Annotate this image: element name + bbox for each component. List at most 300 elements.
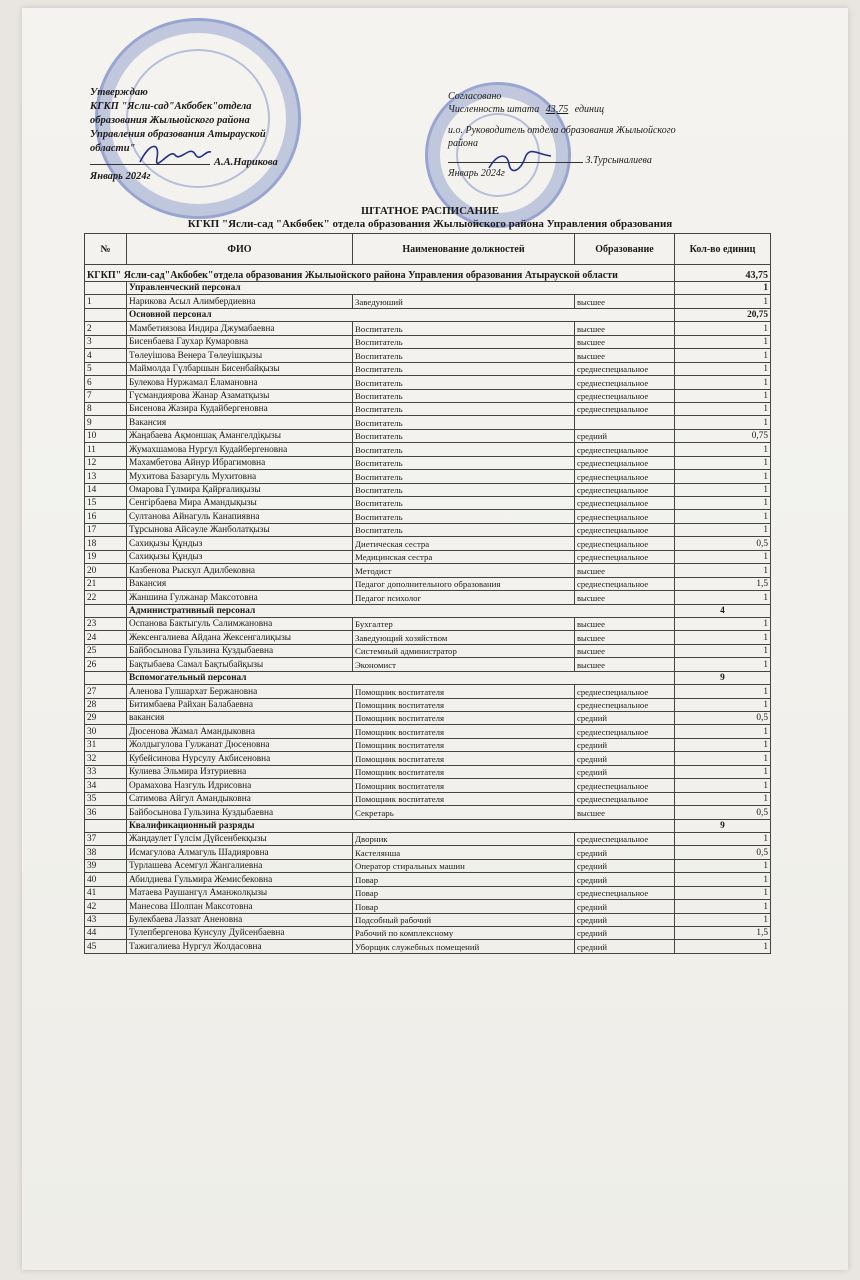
row-fio: Оспанова Бактыгуль Салимжановна	[127, 617, 353, 630]
row-fio: Аленова Гулшархат Бержановна	[127, 685, 353, 698]
row-position: Кастелянша	[353, 846, 575, 859]
row-number: 18	[85, 537, 127, 550]
row-education: высшее	[575, 658, 675, 671]
row-units: 1	[675, 738, 771, 751]
agreement-line-3: и.о. Руководитель отдела образования Жылыойского	[448, 125, 676, 136]
row-position: Секретарь	[353, 806, 575, 819]
row-position: Уборщик служебных помещений	[353, 940, 575, 953]
approval-line-3: образования Жылыойского района	[90, 115, 250, 126]
table-row	[85, 537, 771, 550]
row-units: 1	[675, 349, 771, 362]
row-number: 24	[85, 631, 127, 644]
header-num: №	[85, 234, 127, 265]
row-education: средний	[575, 940, 675, 953]
row-education: среднеспециальное	[575, 402, 675, 415]
row-units: 1	[675, 456, 771, 469]
row-number: 5	[85, 362, 127, 375]
title-sub: КГКП "Ясли-сад "Акбөбек" отдела образования Жылыойского района Управления образования	[187, 218, 673, 230]
table-row	[85, 846, 771, 859]
row-units: 1	[675, 779, 771, 792]
row-fio: Бақтыбаева Самал Бақтыбайқызы	[127, 658, 353, 671]
table-row	[85, 443, 771, 456]
row-fio: Нарикова Асыл Алимбердиевна	[127, 295, 353, 308]
row-fio: Маймолда Гүлбаршын Бисенбайқызы	[127, 362, 353, 375]
row-fio: Исмагулова Алмагуль Шадияровна	[127, 846, 353, 859]
row-fio: Тажигалиева Нургул Жолдасовна	[127, 940, 353, 953]
row-education: высшее	[575, 806, 675, 819]
row-education: высшее	[575, 322, 675, 335]
row-units: 1	[675, 523, 771, 536]
row-position: Помощник воспитателя	[353, 698, 575, 711]
row-education: высшее	[575, 335, 675, 348]
row-position: Воспитатель	[353, 443, 575, 456]
agreement-staff-unit: единиц	[574, 104, 604, 115]
table-row	[85, 429, 771, 442]
row-fio: Төлеуішова Венера Төлеуішқызы	[127, 349, 353, 362]
row-number: 19	[85, 550, 127, 563]
row-education: высшее	[575, 349, 675, 362]
row-number: 45	[85, 940, 127, 953]
row-position: Помощник воспитателя	[353, 712, 575, 725]
row-number: 41	[85, 886, 127, 899]
section-name: Административный персонал	[127, 604, 675, 617]
table-row	[85, 497, 771, 510]
agreement-date: Январь 2024г	[448, 168, 505, 179]
row-position: Воспитатель	[353, 349, 575, 362]
row-fio: Мухитова Базаргуль Мухитовна	[127, 470, 353, 483]
agreement-line-4: района	[448, 138, 478, 149]
row-position: Помощник воспитателя	[353, 779, 575, 792]
row-number: 12	[85, 456, 127, 469]
row-units: 1	[675, 658, 771, 671]
row-position: Повар	[353, 900, 575, 913]
row-fio: Омарова Гүлмира Қайрғалиқызы	[127, 483, 353, 496]
row-fio: Жолдыгулова Гулжанат Дюсеновна	[127, 738, 353, 751]
table-row	[85, 376, 771, 389]
row-position: Воспитатель	[353, 510, 575, 523]
row-fio: Сенгірбаева Мира Амандықызы	[127, 497, 353, 510]
section-name: Управленческий персонал	[127, 282, 675, 295]
section-total: 20,75	[675, 308, 771, 321]
row-position: Медицинская сестра	[353, 550, 575, 563]
row-position: Помощник воспитателя	[353, 725, 575, 738]
row-education: средний	[575, 429, 675, 442]
row-education: высшее	[575, 644, 675, 657]
table-row	[85, 792, 771, 805]
table-row	[85, 362, 771, 375]
row-units: 1	[675, 900, 771, 913]
row-education: среднеспециальное	[575, 685, 675, 698]
section-total: 9	[675, 671, 771, 684]
row-education: средний	[575, 752, 675, 765]
row-education	[575, 416, 675, 429]
document-title	[0, 205, 860, 231]
row-units: 1	[675, 402, 771, 415]
row-position: Воспитатель	[353, 362, 575, 375]
row-position: Рабочий по комплексному	[353, 927, 575, 940]
row-education: среднеспециальное	[575, 523, 675, 536]
row-number: 26	[85, 658, 127, 671]
row-education: среднеспециальное	[575, 443, 675, 456]
row-fio: Вакансия	[127, 577, 353, 590]
row-units: 1	[675, 564, 771, 577]
section-row	[85, 819, 771, 832]
row-position: Помощник воспитателя	[353, 685, 575, 698]
row-position: Помощник воспитателя	[353, 752, 575, 765]
row-number: 7	[85, 389, 127, 402]
row-number: 36	[85, 806, 127, 819]
row-fio: Жаншина Гулжанар Максотовна	[127, 591, 353, 604]
row-units: 1,5	[675, 927, 771, 940]
row-units: 1	[675, 832, 771, 845]
row-education: среднеспециальное	[575, 470, 675, 483]
section-row	[85, 671, 771, 684]
row-education: средний	[575, 846, 675, 859]
row-education: среднеспециальное	[575, 698, 675, 711]
row-fio: Битимбаева Райхан Балабаевна	[127, 698, 353, 711]
table-row	[85, 685, 771, 698]
row-number: 30	[85, 725, 127, 738]
row-position: Повар	[353, 886, 575, 899]
table-row	[85, 483, 771, 496]
row-number: 13	[85, 470, 127, 483]
table-row	[85, 389, 771, 402]
section-name: Основной персонал	[127, 308, 675, 321]
row-units: 1	[675, 873, 771, 886]
row-number: 11	[85, 443, 127, 456]
row-fio: Матаева Раушангүл Аманжолқызы	[127, 886, 353, 899]
table-row	[85, 658, 771, 671]
row-position: Воспитатель	[353, 483, 575, 496]
row-units: 1	[675, 725, 771, 738]
section-total: 9	[675, 819, 771, 832]
row-education: среднеспециальное	[575, 886, 675, 899]
table-row	[85, 913, 771, 926]
row-position: Воспитатель	[353, 335, 575, 348]
table-header-row	[85, 234, 771, 265]
row-number: 42	[85, 900, 127, 913]
row-education: среднеспециальное	[575, 779, 675, 792]
table-row	[85, 832, 771, 845]
row-fio: Кубейсинова Нурсулу Акбисеновна	[127, 752, 353, 765]
header-units: Кол-во единиц	[675, 234, 771, 265]
row-education: среднеспециальное	[575, 510, 675, 523]
table-row	[85, 510, 771, 523]
organization-row	[85, 265, 771, 282]
row-units: 1	[675, 295, 771, 308]
row-position: Воспитатель	[353, 497, 575, 510]
row-fio: Вакансия	[127, 416, 353, 429]
row-number: 27	[85, 685, 127, 698]
row-units: 1	[675, 510, 771, 523]
row-fio: Казбенова Рыскул Адилбековна	[127, 564, 353, 577]
row-education: среднеспециальное	[575, 537, 675, 550]
approval-line-4: Управления образования Атырауской	[90, 129, 266, 140]
agreement-line-1: Согласовано	[448, 91, 502, 102]
row-units: 1	[675, 376, 771, 389]
row-position: Дворник	[353, 832, 575, 845]
table-row	[85, 806, 771, 819]
row-number: 37	[85, 832, 127, 845]
row-position: Бухгалтер	[353, 617, 575, 630]
header-fio: ФИО	[127, 234, 353, 265]
row-number: 44	[85, 927, 127, 940]
row-units: 1	[675, 792, 771, 805]
row-fio: Булекбаева Лаззат Аненовна	[127, 913, 353, 926]
table-row	[85, 779, 771, 792]
row-education: средний	[575, 900, 675, 913]
row-number: 2	[85, 322, 127, 335]
section-total: 4	[675, 604, 771, 617]
row-units: 1	[675, 416, 771, 429]
row-education: среднеспециальное	[575, 725, 675, 738]
row-education: среднеспециальное	[575, 497, 675, 510]
organization-name: КГКП" Ясли-сад"Акбобек"отдела образования Жылыойского района Управления образования Атырауской области	[85, 265, 675, 282]
row-units: 1	[675, 913, 771, 926]
row-fio: Мамбетиязова Индира Джумабаевна	[127, 322, 353, 335]
row-education: среднеспециальное	[575, 577, 675, 590]
row-education: высшее	[575, 564, 675, 577]
table-row	[85, 940, 771, 953]
section-row	[85, 308, 771, 321]
row-fio: Тулепбергенова Кунсулу Дуйсенбаевна	[127, 927, 353, 940]
row-number: 43	[85, 913, 127, 926]
row-position: Подсобный рабочий	[353, 913, 575, 926]
row-fio: Жаңабаева Ақмоншақ Амангелдіқызы	[127, 429, 353, 442]
row-position: Помощник воспитателя	[353, 765, 575, 778]
table-row	[85, 631, 771, 644]
row-position: Воспитатель	[353, 429, 575, 442]
row-number: 33	[85, 765, 127, 778]
table-row	[85, 617, 771, 630]
row-number: 39	[85, 859, 127, 872]
section-name: Вспомогательный персонал	[127, 671, 675, 684]
approval-line-2: КГКП "Ясли-сад"Акбобек"отдела	[90, 101, 252, 112]
table-row	[85, 644, 771, 657]
approval-signer: А.А.Нарикова	[214, 157, 278, 168]
row-number: 4	[85, 349, 127, 362]
row-position: Воспитатель	[353, 456, 575, 469]
header-education: Образование	[575, 234, 675, 265]
staff-table	[84, 233, 771, 954]
row-units: 1	[675, 483, 771, 496]
table-row	[85, 900, 771, 913]
agreement-signer: З.Турсыналиева	[585, 155, 652, 166]
agreement-staff-label: Численность штата	[448, 104, 540, 115]
row-number: 16	[85, 510, 127, 523]
row-education: среднеспециальное	[575, 389, 675, 402]
table-row	[85, 591, 771, 604]
row-position: Повар	[353, 873, 575, 886]
row-education: средний	[575, 913, 675, 926]
row-fio: вакансия	[127, 712, 353, 725]
row-units: 1	[675, 859, 771, 872]
row-fio: Байбосынова Гульзина Куздыбаевна	[127, 644, 353, 657]
row-fio: Турлашева Асемгул Жангалиевна	[127, 859, 353, 872]
row-number: 31	[85, 738, 127, 751]
table-row	[85, 402, 771, 415]
row-units: 1	[675, 698, 771, 711]
row-position: Воспитатель	[353, 376, 575, 389]
row-position: Педагог психолог	[353, 591, 575, 604]
approval-signature	[135, 140, 215, 170]
row-units: 1	[675, 644, 771, 657]
title-main: ШТАТНОЕ РАСПИСАНИЕ	[361, 205, 499, 217]
row-number: 28	[85, 698, 127, 711]
table-row	[85, 349, 771, 362]
row-units: 0,75	[675, 429, 771, 442]
row-units: 1	[675, 470, 771, 483]
row-education: высшее	[575, 591, 675, 604]
row-position: Помощник воспитателя	[353, 738, 575, 751]
row-position: Заведующий хозяйством	[353, 631, 575, 644]
table-row	[85, 295, 771, 308]
approval-line-5: области"	[90, 143, 136, 154]
row-units: 1	[675, 940, 771, 953]
row-fio: Жумахшамова Нургул Кудайбергеновна	[127, 443, 353, 456]
row-units: 1	[675, 631, 771, 644]
row-number: 38	[85, 846, 127, 859]
row-fio: Сахиқызы Құндыз	[127, 550, 353, 563]
agreement-signature	[485, 148, 555, 176]
row-fio: Махамбетова Айнур Ибрагимовна	[127, 456, 353, 469]
table-row	[85, 456, 771, 469]
row-position: Педагог дополнительного образования	[353, 577, 575, 590]
row-education: среднеспециальное	[575, 362, 675, 375]
row-number: 17	[85, 523, 127, 536]
row-number: 29	[85, 712, 127, 725]
row-education: среднеспециальное	[575, 376, 675, 389]
row-position: Помощник воспитателя	[353, 792, 575, 805]
row-education: среднеспециальное	[575, 792, 675, 805]
section-row	[85, 604, 771, 617]
row-fio: Жексенгалиева Айдана Жексенгалиқызы	[127, 631, 353, 644]
table-row	[85, 927, 771, 940]
row-education: средний	[575, 712, 675, 725]
row-education: средний	[575, 859, 675, 872]
row-units: 1	[675, 765, 771, 778]
approval-line-1: Утверждаю	[90, 87, 148, 98]
table-row	[85, 886, 771, 899]
row-number: 1	[85, 295, 127, 308]
row-position: Заведуюший	[353, 295, 575, 308]
row-number: 25	[85, 644, 127, 657]
section-name: Квалификационный разряды	[127, 819, 675, 832]
row-number: 9	[85, 416, 127, 429]
section-row	[85, 282, 771, 295]
row-education: среднеспециальное	[575, 832, 675, 845]
row-units: 1	[675, 886, 771, 899]
row-number: 34	[85, 779, 127, 792]
table-row	[85, 738, 771, 751]
table-row	[85, 698, 771, 711]
row-units: 1	[675, 335, 771, 348]
row-position: Диетическая сестра	[353, 537, 575, 550]
row-fio: Манесова Шолпан Максотовна	[127, 900, 353, 913]
row-number: 8	[85, 402, 127, 415]
row-units: 1	[675, 443, 771, 456]
row-education: среднеспециальное	[575, 483, 675, 496]
row-fio: Гүсмандиярова Жанар Азаматқызы	[127, 389, 353, 402]
row-fio: Абилдиева Гульмира Жемисбековна	[127, 873, 353, 886]
row-position: Воспитатель	[353, 322, 575, 335]
row-number: 23	[85, 617, 127, 630]
row-units: 1	[675, 322, 771, 335]
row-position: Воспитатель	[353, 416, 575, 429]
row-education: средний	[575, 873, 675, 886]
row-position: Воспитатель	[353, 523, 575, 536]
row-position: Системный администратор	[353, 644, 575, 657]
section-total: 1	[675, 282, 771, 295]
row-units: 1	[675, 591, 771, 604]
approval-date: Январь 2024г	[90, 171, 151, 182]
row-fio: Дюсенова Жамал Амандыковна	[127, 725, 353, 738]
row-fio: Байбосынова Гульзина Куздыбаевна	[127, 806, 353, 819]
row-position: Оператор стиральных машин	[353, 859, 575, 872]
header-position: Наименование должностей	[353, 234, 575, 265]
table-row	[85, 470, 771, 483]
row-number: 20	[85, 564, 127, 577]
row-fio: Сахиқызы Құндыз	[127, 537, 353, 550]
table-row	[85, 523, 771, 536]
table-row	[85, 712, 771, 725]
row-fio: Сатимова Айгул Амандыковна	[127, 792, 353, 805]
row-number: 14	[85, 483, 127, 496]
row-units: 1	[675, 752, 771, 765]
row-education: средний	[575, 927, 675, 940]
table-row	[85, 564, 771, 577]
table-row	[85, 577, 771, 590]
row-units: 0,5	[675, 712, 771, 725]
row-education: среднеспециальное	[575, 550, 675, 563]
row-education: средний	[575, 765, 675, 778]
row-fio: Султанова Айнагуль Канапиявна	[127, 510, 353, 523]
table-row	[85, 335, 771, 348]
row-position: Методист	[353, 564, 575, 577]
table-row	[85, 765, 771, 778]
table-row	[85, 752, 771, 765]
table-row	[85, 322, 771, 335]
table-row	[85, 859, 771, 872]
row-position: Воспитатель	[353, 470, 575, 483]
table-row	[85, 725, 771, 738]
row-number: 3	[85, 335, 127, 348]
row-number: 40	[85, 873, 127, 886]
row-fio: Жандаулет Гүлсім Дүйсенбекқызы	[127, 832, 353, 845]
row-fio: Бисенова Жазира Кудайбергеновна	[127, 402, 353, 415]
agreement-staff-count: 43,75	[545, 104, 569, 115]
row-number: 21	[85, 577, 127, 590]
row-units: 1	[675, 550, 771, 563]
organization-total: 43,75	[675, 265, 771, 282]
row-units: 1,5	[675, 577, 771, 590]
row-units: 1	[675, 362, 771, 375]
row-number: 35	[85, 792, 127, 805]
row-number: 10	[85, 429, 127, 442]
row-units: 1	[675, 617, 771, 630]
row-position: Воспитатель	[353, 389, 575, 402]
row-education: высшее	[575, 617, 675, 630]
row-education: высшее	[575, 631, 675, 644]
row-number: 32	[85, 752, 127, 765]
table-row	[85, 873, 771, 886]
row-fio: Кулиева Эльмира Изтуриевна	[127, 765, 353, 778]
row-units: 1	[675, 497, 771, 510]
row-units: 0,5	[675, 537, 771, 550]
row-fio: Орамахова Назгуль Идрисовна	[127, 779, 353, 792]
row-number: 6	[85, 376, 127, 389]
table-row	[85, 550, 771, 563]
